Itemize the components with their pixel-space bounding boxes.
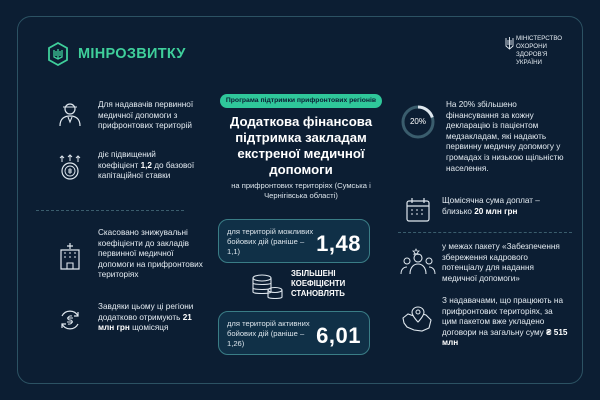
left-item-4-amount: 21 млн грн (98, 312, 192, 333)
map-pin-icon (400, 304, 434, 338)
calendar-icon (404, 196, 432, 224)
moh-line: УКРАЇНИ (516, 59, 543, 66)
trident-logo-icon (46, 42, 70, 66)
percent-value: 20% (409, 117, 426, 126)
right-item-4-amount: ₴ 515 млн (442, 327, 568, 348)
moh-line: ОХОРОНИ (516, 43, 547, 50)
moh-line: ЗДОРОВ'Я (516, 51, 548, 58)
program-pill: Програма підтримки прифронтових регіонів (220, 94, 382, 108)
right-item-3: у межах пакету «Забезпечення збереження кадрового потенціалу для надання медичної допомоги» (442, 242, 560, 283)
ministry-brand: МІНРОЗВИТКУ (78, 46, 186, 62)
coefficient-value: 1,48 (316, 231, 361, 256)
right-item-2-amount: 20 млн грн (474, 206, 518, 216)
coefficient-box-active (218, 311, 370, 355)
team-people-icon (400, 246, 436, 276)
coefficient-box-label: для територій активних бойових дій (раніше – 1,26) (227, 319, 310, 348)
right-item-1: На 20% збільшено фінансування за кожну декларацію із пацієнтом медзакладам, які надають первинну медичну допомогу у громадах із низькою щільністю населення. (446, 100, 564, 173)
page-subtitle: на прифронтових територіях (Сумська і Чернігівська області) (231, 181, 371, 200)
trident-crest-icon (505, 37, 514, 50)
left-item-2-coefficient: 1,2 (140, 160, 152, 170)
coefficient-box-label: для територій можливих бойових дій (раніше – 1,1) (227, 227, 314, 256)
right-item-2 (442, 196, 564, 217)
right-item-2-pre: Щомісячна сума доплат – близько (442, 196, 540, 216)
doctor-icon (56, 100, 84, 128)
left-item-4-post: щомісяця (132, 323, 169, 333)
page-title: Додаткова фінансова підтримка закладам екстреної медичної допомоги (229, 114, 373, 177)
right-item-4 (442, 296, 568, 349)
coin-increase-icon (56, 154, 84, 182)
coefficients-label: ЗБІЛЬШЕНІ КОЕФІЦІЄНТИ СТАНОВЛЯТЬ (291, 269, 346, 298)
right-item-4-pre: З надавачами, що працюють на прифронтових територіях, за цим пакетом вже укладено договори на загальну суму (442, 296, 563, 337)
left-divider (36, 210, 184, 211)
left-item-3: Скасовано знижувальні коефіцієнти до закладів первинної медичної допомоги на прифронтових територіях (98, 228, 203, 280)
coin-stack-icon (250, 272, 284, 300)
hryvnia-cycle-icon (56, 306, 84, 334)
left-item-2 (98, 150, 198, 182)
left-item-2-post: до базової капітаційної ставки (98, 160, 195, 181)
right-divider (398, 232, 572, 233)
left-item-4 (98, 302, 204, 334)
coefficient-box-possible (218, 219, 370, 263)
left-item-4-pre: Завдяки цьому ці регіони додатково отримують (98, 302, 194, 322)
left-item-1: Для надавачів первинної медичної допомоги з прифронтових територій (98, 100, 194, 131)
moh-line: МІНІСТЕРСТВО (516, 35, 563, 42)
left-item-2-pre: діє підвищений коефіцієнт (98, 150, 156, 170)
ministry-of-health-logo (516, 35, 576, 67)
coefficient-value: 6,01 (316, 323, 361, 348)
hospital-building-icon (56, 242, 84, 270)
